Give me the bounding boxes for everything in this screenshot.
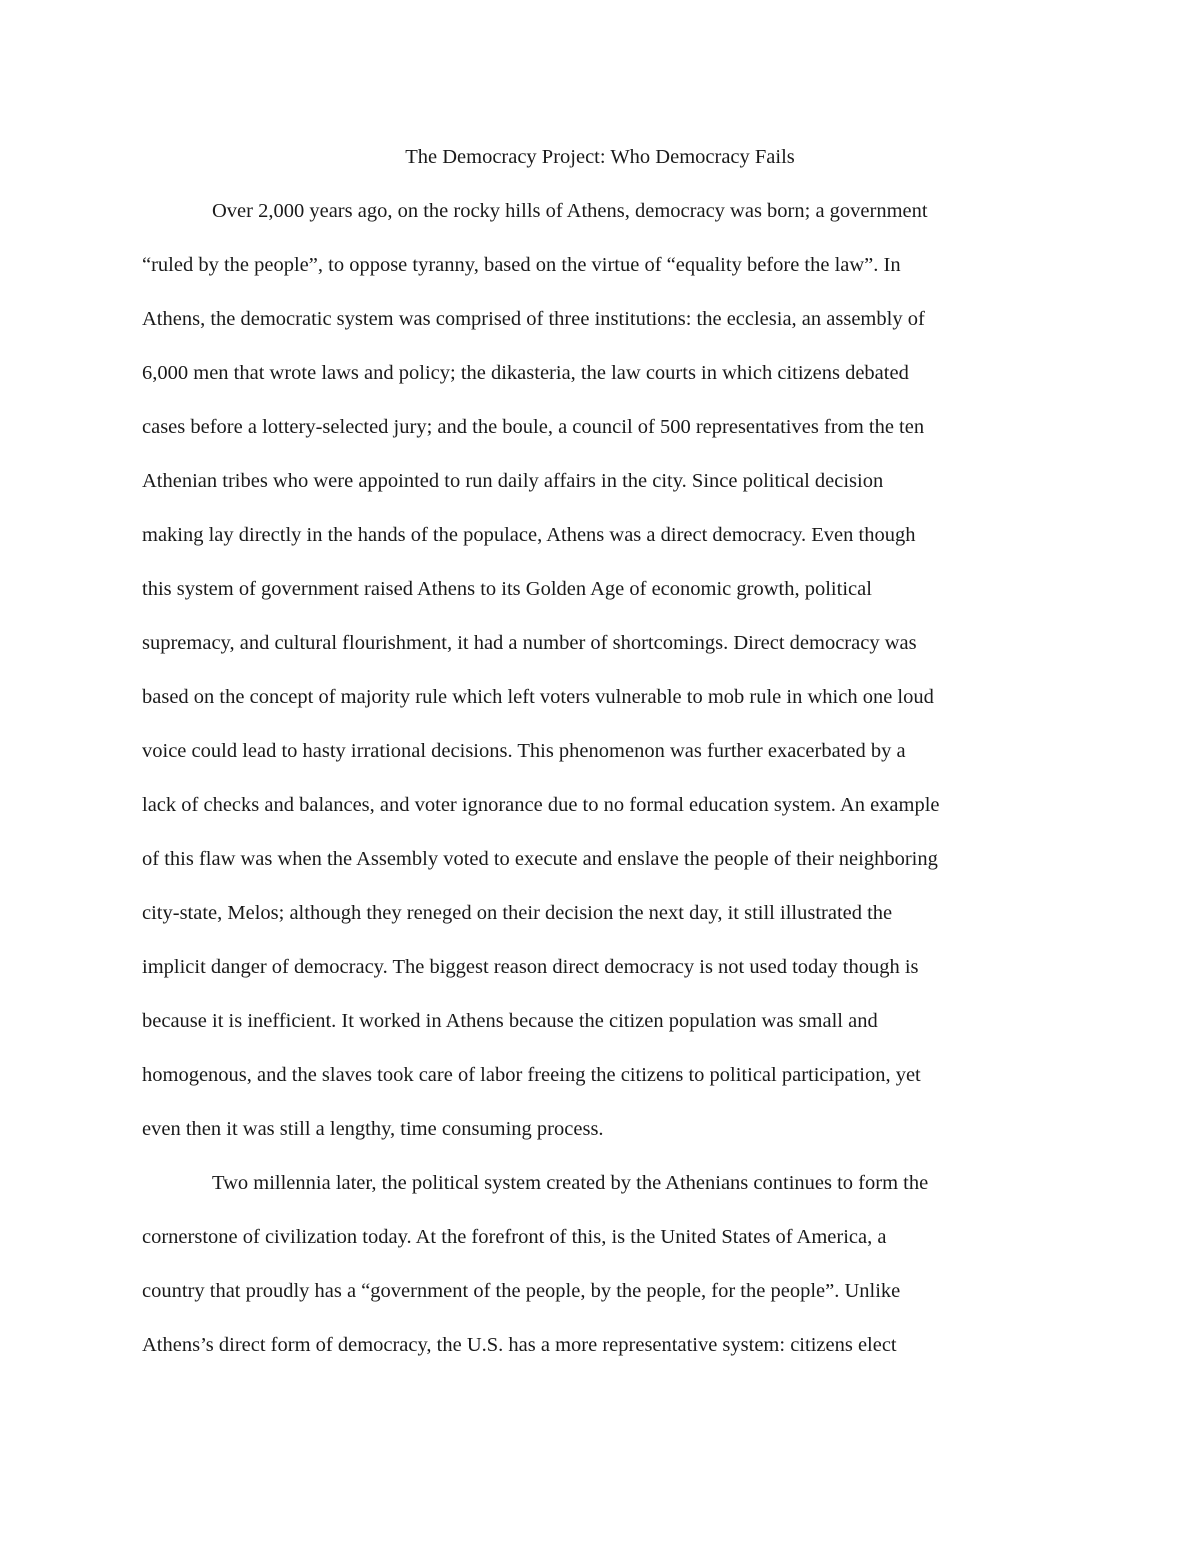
text-line: because it is inefficient. It worked in Athens because the citizen population was small and bbox=[142, 1010, 878, 1032]
text-line: implicit danger of democracy. The biggest reason direct democracy is not used today though is bbox=[142, 956, 919, 978]
text-line: country that proudly has a “government of the people, by the people, for the people”. Unlike bbox=[142, 1280, 901, 1302]
text-line: cornerstone of civilization today. At the forefront of this, is the United States of America, a bbox=[142, 1226, 887, 1248]
text-line: Athens’s direct form of democracy, the U.S. has a more representative system: citizens elect bbox=[142, 1334, 897, 1356]
text-line: Two millennia later, the political system created by the Athenians continues to form the bbox=[212, 1172, 929, 1194]
text-line: city-state, Melos; although they reneged on their decision the next day, it still illustrated the bbox=[142, 902, 893, 924]
text-line: based on the concept of majority rule which left voters vulnerable to mob rule in which one loud bbox=[142, 686, 934, 708]
text-line: of this flaw was when the Assembly voted to execute and enslave the people of their neighboring bbox=[142, 848, 938, 870]
text-line: making lay directly in the hands of the populace, Athens was a direct democracy. Even though bbox=[142, 524, 916, 546]
text-line: Athens, the democratic system was comprised of three institutions: the ecclesia, an assembly of bbox=[142, 308, 925, 330]
text-line: “ruled by the people”, to oppose tyranny, based on the virtue of “equality before the law”. In bbox=[142, 254, 901, 276]
text-line: lack of checks and balances, and voter ignorance due to no formal education system. An example bbox=[142, 794, 940, 816]
text-line: 6,000 men that wrote laws and policy; the dikasteria, the law courts in which citizens debated bbox=[142, 362, 909, 384]
text-line: supremacy, and cultural flourishment, it had a number of shortcomings. Direct democracy was bbox=[142, 632, 917, 654]
text-line: this system of government raised Athens to its Golden Age of economic growth, political bbox=[142, 578, 872, 600]
text-line: Over 2,000 years ago, on the rocky hills of Athens, democracy was born; a government bbox=[212, 200, 928, 222]
text-line: voice could lead to hasty irrational decisions. This phenomenon was further exacerbated by a bbox=[142, 740, 906, 762]
text-line: Athenian tribes who were appointed to run daily affairs in the city. Since political decision bbox=[142, 470, 884, 492]
text-line: even then it was still a lengthy, time consuming process. bbox=[142, 1118, 604, 1140]
text-line: cases before a lottery-selected jury; and the boule, a council of 500 representatives from the ten bbox=[142, 416, 925, 438]
text-line: homogenous, and the slaves took care of labor freeing the citizens to political participation, yet bbox=[142, 1064, 921, 1086]
document-title: The Democracy Project: Who Democracy Fails bbox=[405, 146, 795, 168]
